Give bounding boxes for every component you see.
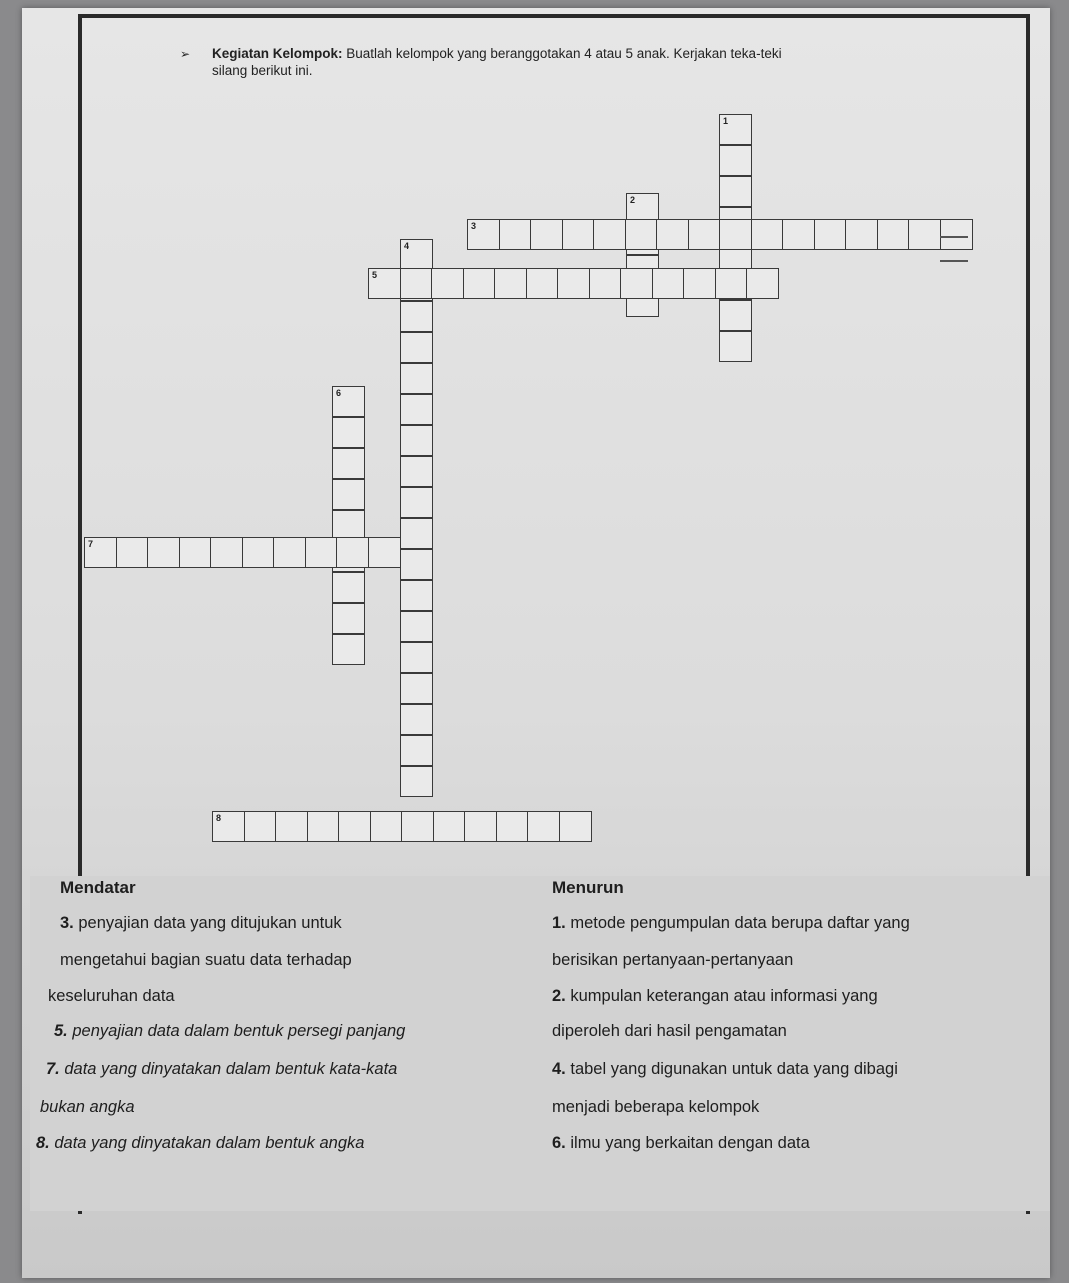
header-line-2: silang berikut ini. <box>212 63 313 78</box>
crossword-cell[interactable] <box>463 268 496 299</box>
crossword-cell[interactable] <box>84 537 117 568</box>
crossword-cell[interactable] <box>147 537 180 568</box>
crossword-cell[interactable] <box>338 811 371 842</box>
crossword-cell[interactable] <box>370 811 403 842</box>
crossword-cell[interactable] <box>620 268 653 299</box>
crossword-cell[interactable] <box>530 219 563 250</box>
crossword-cell[interactable] <box>719 300 752 331</box>
crossword-cell[interactable] <box>845 219 878 250</box>
crossword-cell[interactable] <box>400 580 433 611</box>
clue-across-3-line-3: keseluruhan data <box>48 987 175 1005</box>
crossword-cell[interactable] <box>652 268 685 299</box>
guide-line <box>940 260 968 262</box>
crossword-cell[interactable] <box>400 642 433 673</box>
clue-across-7-line-2: bukan angka <box>40 1098 135 1116</box>
crossword-cell[interactable] <box>336 537 369 568</box>
crossword-cell[interactable] <box>715 268 748 299</box>
crossword-cell[interactable] <box>467 219 500 250</box>
guide-line <box>940 236 968 238</box>
crossword-cell[interactable] <box>940 219 973 250</box>
crossword-cell[interactable] <box>400 735 433 766</box>
crossword-cell[interactable] <box>332 479 365 510</box>
clue-down-1-line-2: berisikan pertanyaan-pertanyaan <box>552 951 794 969</box>
crossword-cell[interactable] <box>593 219 626 250</box>
crossword-cell[interactable] <box>562 219 595 250</box>
clue-number: 3 <box>471 221 477 231</box>
clues-panel <box>30 876 1050 1211</box>
activity-title: Kegiatan Kelompok: <box>212 46 343 61</box>
crossword-cell[interactable] <box>400 766 433 797</box>
crossword-cell[interactable] <box>527 811 560 842</box>
crossword-cell[interactable] <box>559 811 592 842</box>
clue-number: 6 <box>336 388 342 398</box>
crossword-cell[interactable] <box>332 417 365 448</box>
crossword-cell[interactable] <box>332 634 365 665</box>
clue-number: 5 <box>372 270 378 280</box>
crossword-cell[interactable] <box>656 219 689 250</box>
crossword-cell[interactable] <box>244 811 277 842</box>
crossword-cell[interactable] <box>400 268 433 299</box>
crossword-cell[interactable] <box>400 487 433 518</box>
crossword-cell[interactable] <box>400 301 433 332</box>
crossword-cell[interactable] <box>782 219 815 250</box>
crossword-cell[interactable] <box>368 268 401 299</box>
clue-across-8: 8. data yang dinyatakan dalam bentuk angka <box>36 1134 365 1152</box>
clue-down-1: 1. metode pengumpulan data berupa daftar yang <box>552 914 910 932</box>
clue-across-5: 5. penyajian data dalam bentuk persegi panjang <box>54 1022 406 1040</box>
crossword-cell[interactable] <box>400 611 433 642</box>
crossword-cell[interactable] <box>307 811 340 842</box>
clue-number: 7 <box>88 539 94 549</box>
crossword-cell[interactable] <box>242 537 275 568</box>
crossword-cell[interactable] <box>400 239 433 270</box>
crossword-cell[interactable] <box>496 811 529 842</box>
activity-instruction: Buatlah kelompok yang beranggotakan 4 atau 5 anak. Kerjakan teka-teki <box>342 46 782 61</box>
crossword-cell[interactable] <box>400 456 433 487</box>
crossword-cell[interactable] <box>433 811 466 842</box>
crossword-cell[interactable] <box>719 176 752 207</box>
clue-number: 8 <box>216 813 222 823</box>
clue-across-3-line-2: mengetahui bagian suatu data terhadap <box>60 951 352 969</box>
clue-down-6: 6. ilmu yang berkaitan dengan data <box>552 1134 810 1152</box>
crossword-cell[interactable] <box>210 537 243 568</box>
crossword-cell[interactable] <box>499 219 532 250</box>
crossword-cell[interactable] <box>719 145 752 176</box>
crossword-cell[interactable] <box>305 537 338 568</box>
crossword-cell[interactable] <box>400 704 433 735</box>
crossword-cell[interactable] <box>400 363 433 394</box>
clue-down-4-line-2: menjadi beberapa kelompok <box>552 1098 760 1116</box>
crossword-cell[interactable] <box>332 603 365 634</box>
crossword-cell[interactable] <box>719 114 752 145</box>
crossword-cell[interactable] <box>401 811 434 842</box>
crossword-cell[interactable] <box>877 219 910 250</box>
arrow-bullet-icon: ➢ <box>180 47 191 61</box>
crossword-cell[interactable] <box>431 268 464 299</box>
crossword-cell[interactable] <box>400 425 433 456</box>
crossword-cell[interactable] <box>746 268 779 299</box>
crossword-cell[interactable] <box>116 537 149 568</box>
crossword-cell[interactable] <box>400 332 433 363</box>
crossword-cell[interactable] <box>400 673 433 704</box>
clue-across-7: 7. data yang dinyatakan dalam bentuk kata-kata <box>46 1060 398 1078</box>
clue-across-3: 3. penyajian data yang ditujukan untuk <box>60 914 342 932</box>
crossword-cell[interactable] <box>908 219 941 250</box>
crossword-cell[interactable] <box>179 537 212 568</box>
clue-down-2: 2. kumpulan keterangan atau informasi yang <box>552 987 878 1005</box>
crossword-cell[interactable] <box>212 811 245 842</box>
crossword-cell[interactable] <box>273 537 306 568</box>
clue-number: 4 <box>404 241 410 251</box>
crossword-cell[interactable] <box>589 268 622 299</box>
crossword-cell[interactable] <box>368 537 401 568</box>
crossword-cell[interactable] <box>494 268 527 299</box>
crossword-cell[interactable] <box>557 268 590 299</box>
crossword-cell[interactable] <box>688 219 721 250</box>
menurun-title: Menurun <box>552 878 624 897</box>
crossword-cell[interactable] <box>625 219 658 250</box>
crossword-cell[interactable] <box>526 268 559 299</box>
clue-down-4: 4. tabel yang digunakan untuk data yang dibagi <box>552 1060 898 1078</box>
crossword-cell[interactable] <box>400 394 433 425</box>
crossword-cell[interactable] <box>814 219 847 250</box>
crossword-cell[interactable] <box>400 549 433 580</box>
clue-number: 1 <box>723 116 729 126</box>
crossword-cell[interactable] <box>719 331 752 362</box>
crossword-cell[interactable] <box>332 386 365 417</box>
crossword-cell[interactable] <box>332 448 365 479</box>
crossword-cell[interactable] <box>332 572 365 603</box>
crossword-cell[interactable] <box>275 811 308 842</box>
clue-down-2-line-2: diperoleh dari hasil pengamatan <box>552 1022 787 1040</box>
crossword-cell[interactable] <box>719 219 752 250</box>
crossword-cell[interactable] <box>751 219 784 250</box>
crossword-cell[interactable] <box>683 268 716 299</box>
crossword-cell[interactable] <box>400 518 433 549</box>
mendatar-title: Mendatar <box>60 878 136 897</box>
clue-number: 2 <box>630 195 636 205</box>
crossword-cell[interactable] <box>464 811 497 842</box>
